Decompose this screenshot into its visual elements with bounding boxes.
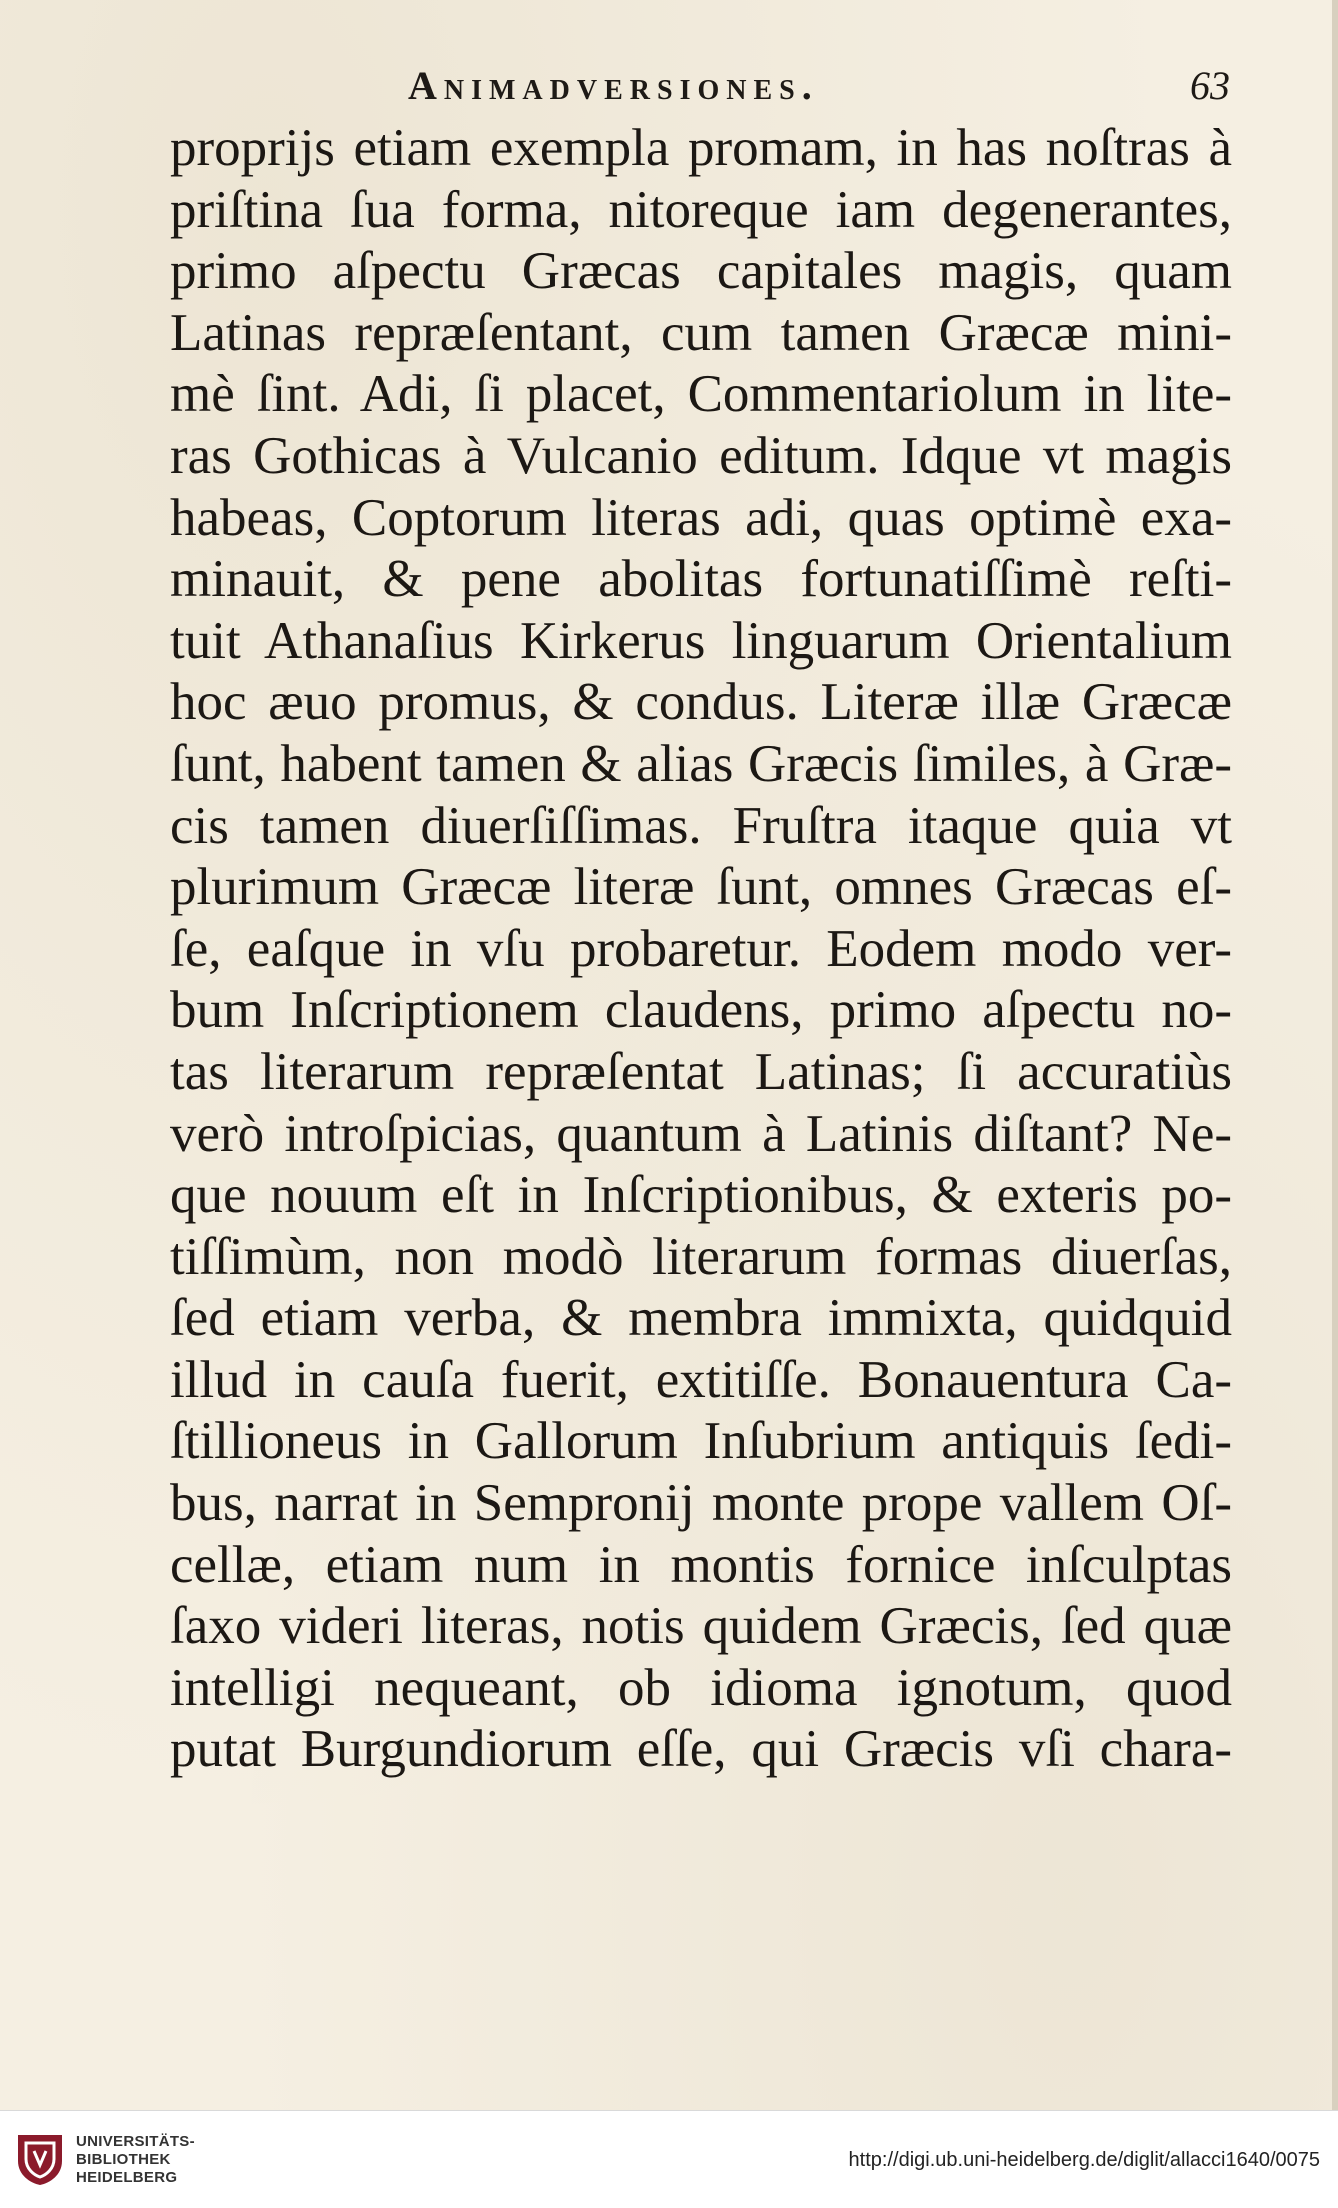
text-line: ſtillioneus in Gallorum Inſubrium antiquis ſedi-: [170, 1412, 1232, 1471]
text-line: habeas, Coptorum literas adi, quas optimè exa-: [170, 488, 1232, 547]
text-line: Latinas repræſentant, cum tamen Græcæ mini-: [170, 303, 1232, 362]
page-edge: [1332, 0, 1338, 2110]
text-line: tiſſimùm, non modò literarum formas diuerſas,: [170, 1227, 1232, 1286]
text-line: ſunt, habent tamen & alias Græcis ſimiles, à Græ-: [170, 734, 1232, 793]
text-line: putat Burgundiorum eſſe, qui Græcis vſi chara-: [170, 1720, 1232, 1779]
text-line: bus, narrat in Sempronij monte prope vallem Oſ-: [170, 1474, 1232, 1533]
text-line: illud in cauſa fuerit, extitiſſe. Bonauentura Ca-: [170, 1350, 1232, 1409]
text-line: tuit Athanaſius Kirkerus linguarum Orientalium: [170, 611, 1232, 670]
running-head: [170, 62, 1230, 122]
text-line: verò introſpicias, quantum à Latinis diſtant? Ne-: [170, 1104, 1232, 1163]
source-url-link[interactable]: http://digi.ub.uni-heidelberg.de/diglit/allacci1640/0075: [848, 2149, 1320, 2171]
text-line: proprijs etiam exempla promam, in has noſtras à: [170, 119, 1232, 177]
text-line: ras Gothicas à Vulcanio editum. Idque vt magis: [170, 426, 1232, 485]
text-line: intelligi nequeant, ob idioma ignotum, quod: [170, 1658, 1232, 1717]
text-line: priſtina ſua forma, nitoreque iam degenerantes,: [170, 180, 1232, 239]
library-name: [76, 2133, 195, 2187]
text-line: tas literarum repræſentat Latinas; ſi accuratiùs: [170, 1042, 1232, 1101]
page-number: 63: [1190, 63, 1230, 108]
text-line: ſaxo videri literas, notis quidem Græcis, ſed quæ: [170, 1597, 1232, 1656]
text-line: que nouum eſt in Inſcriptionibus, & exteris po-: [170, 1166, 1232, 1225]
text-line: bum Inſcriptionem claudens, primo aſpectu no-: [170, 981, 1232, 1040]
text-line: cellæ, etiam num in montis fornice inſculptas: [170, 1535, 1232, 1594]
text-line: primo aſpectu Græcas capitales magis, quam: [170, 242, 1232, 301]
body-text: [170, 118, 1232, 1781]
text-line: ſe, eaſque in vſu probaretur. Eodem modo ver-: [170, 919, 1232, 978]
running-head-title: Animadversiones.: [408, 63, 819, 108]
library-name-line: HEIDELBERG: [76, 2169, 178, 2186]
text-line: ſed etiam verba, & membra immixta, quidquid: [170, 1289, 1232, 1348]
text-line: cis tamen diuerſiſſimas. Fruſtra itaque quia vt: [170, 796, 1232, 855]
text-line: mè ſint. Adi, ſi placet, Commentariolum in lite-: [170, 365, 1232, 424]
text-line: hoc æuo promus, & condus. Literæ illæ Græcæ: [170, 673, 1232, 732]
text-line: minauit, & pene abolitas fortunatiſſimè reſti-: [170, 550, 1232, 609]
library-name-line: BIBLIOTHEK: [76, 2151, 171, 2168]
viewer-footer: [0, 2110, 1338, 2208]
university-seal-icon: [14, 2131, 66, 2187]
library-name-line: UNIVERSITÄTS-: [76, 2133, 195, 2150]
text-line: plurimum Græcæ literæ ſunt, omnes Græcas eſ-: [170, 858, 1232, 917]
